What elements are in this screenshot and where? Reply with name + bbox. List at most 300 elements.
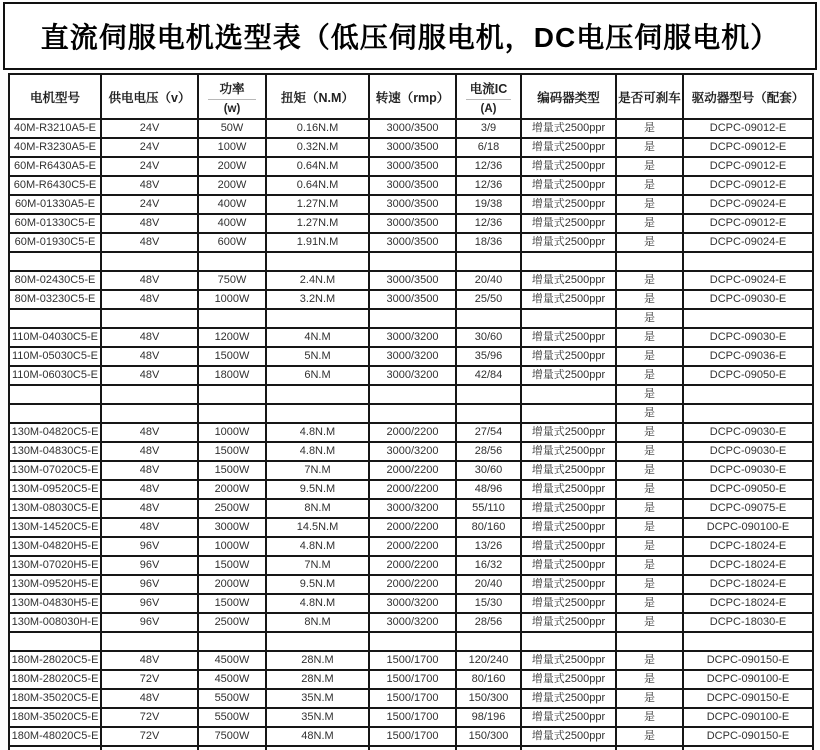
cell-model: 60M-01330C5-E <box>9 214 101 233</box>
cell-power: 50W <box>198 119 266 138</box>
cell-driver: DCPC-09012-E <box>683 214 813 233</box>
table-row <box>9 670 813 689</box>
cell-brake: 是 <box>616 499 683 518</box>
table-row <box>9 252 813 271</box>
cell-brake: 是 <box>616 461 683 480</box>
cell-voltage: 24V <box>101 195 198 214</box>
power-header-unit: (w) <box>223 102 241 115</box>
cell-torque: 8N.M <box>266 613 369 632</box>
table-row <box>9 347 813 366</box>
cell-current: 42/84 <box>456 366 521 385</box>
cell-torque <box>266 252 369 271</box>
cell-current: 98/196 <box>456 708 521 727</box>
cell-model: 130M-04820C5-E <box>9 423 101 442</box>
power-header-label: 功率 <box>219 81 245 96</box>
cell-current: 12/36 <box>456 176 521 195</box>
current-header-label: 电流IC <box>469 81 508 96</box>
cell-driver: DCPC-18024-E <box>683 556 813 575</box>
cell-model <box>9 746 101 750</box>
cell-voltage: 72V <box>101 727 198 746</box>
column-header-speed: 转速（rmp） <box>369 74 456 119</box>
cell-torque: 0.64N.M <box>266 157 369 176</box>
cell-brake: 是 <box>616 290 683 309</box>
cell-voltage: 48V <box>101 689 198 708</box>
table-row <box>9 537 813 556</box>
cell-power: 600W <box>198 233 266 252</box>
cell-driver: DCPC-090100-E <box>683 518 813 537</box>
cell-voltage <box>101 746 198 750</box>
cell-speed: 3000/3200 <box>369 594 456 613</box>
cell-encoder: 增量式2500ppr <box>521 176 616 195</box>
cell-speed: 2000/2200 <box>369 537 456 556</box>
cell-speed: 3000/3500 <box>369 233 456 252</box>
cell-voltage: 96V <box>101 613 198 632</box>
table-row <box>9 366 813 385</box>
table-row <box>9 309 813 328</box>
cell-driver: DCPC-09050-E <box>683 480 813 499</box>
cell-speed: 3000/3200 <box>369 442 456 461</box>
cell-speed: 1500/1700 <box>369 727 456 746</box>
cell-brake: 是 <box>616 176 683 195</box>
cell-model: 130M-008030H-E <box>9 613 101 632</box>
cell-speed: 2000/2200 <box>369 575 456 594</box>
cell-torque: 35N.M <box>266 708 369 727</box>
cell-voltage: 48V <box>101 461 198 480</box>
cell-voltage: 48V <box>101 347 198 366</box>
column-header-current <box>456 74 521 119</box>
table-row <box>9 214 813 233</box>
cell-driver: DCPC-09030-E <box>683 442 813 461</box>
cell-brake: 是 <box>616 442 683 461</box>
cell-model: 180M-35020C5-E <box>9 689 101 708</box>
cell-driver: DCPC-18024-E <box>683 537 813 556</box>
cell-current: 28/56 <box>456 613 521 632</box>
cell-voltage: 48V <box>101 214 198 233</box>
power-header-lines <box>199 79 265 115</box>
table-row <box>9 423 813 442</box>
cell-model: 60M-01930C5-E <box>9 233 101 252</box>
header-row <box>9 74 813 119</box>
cell-voltage <box>101 404 198 423</box>
table-row <box>9 176 813 195</box>
cell-power: 400W <box>198 214 266 233</box>
cell-torque: 4.8N.M <box>266 442 369 461</box>
cell-power: 400W <box>198 195 266 214</box>
cell-driver: DCPC-09012-E <box>683 157 813 176</box>
cell-current <box>456 632 521 651</box>
cell-encoder: 增量式2500ppr <box>521 328 616 347</box>
cell-voltage <box>101 632 198 651</box>
cell-power <box>198 404 266 423</box>
cell-model: 110M-06030C5-E <box>9 366 101 385</box>
cell-voltage: 48V <box>101 366 198 385</box>
cell-encoder: 增量式2500ppr <box>521 556 616 575</box>
cell-current: 20/40 <box>456 575 521 594</box>
cell-brake: 是 <box>616 423 683 442</box>
cell-encoder: 增量式2500ppr <box>521 689 616 708</box>
cell-voltage: 48V <box>101 651 198 670</box>
cell-current: 80/160 <box>456 518 521 537</box>
cell-voltage: 48V <box>101 290 198 309</box>
cell-brake: 是 <box>616 727 683 746</box>
cell-torque: 5N.M <box>266 347 369 366</box>
column-header-driver: 驱动器型号（配套） <box>683 74 813 119</box>
cell-driver: DCPC-09024-E <box>683 271 813 290</box>
table-row <box>9 385 813 404</box>
cell-brake: 是 <box>616 195 683 214</box>
cell-power: 1500W <box>198 461 266 480</box>
cell-power: 1500W <box>198 594 266 613</box>
cell-power: 200W <box>198 176 266 195</box>
cell-power <box>198 385 266 404</box>
cell-current <box>456 404 521 423</box>
cell-driver: DCPC-09012-E <box>683 138 813 157</box>
cell-torque: 4.8N.M <box>266 537 369 556</box>
cell-current: 150/300 <box>456 727 521 746</box>
cell-brake: 是 <box>616 347 683 366</box>
cell-voltage: 48V <box>101 271 198 290</box>
cell-power: 5500W <box>198 708 266 727</box>
cell-brake: 是 <box>616 575 683 594</box>
column-header-voltage: 供电电压（v） <box>101 74 198 119</box>
cell-brake: 是 <box>616 328 683 347</box>
cell-driver <box>683 385 813 404</box>
table-row <box>9 727 813 746</box>
cell-model: 180M-28020C5-E <box>9 670 101 689</box>
cell-speed <box>369 746 456 750</box>
cell-torque: 9.5N.M <box>266 575 369 594</box>
cell-driver: DCPC-09036-E <box>683 347 813 366</box>
cell-model: 130M-04830C5-E <box>9 442 101 461</box>
cell-power: 1000W <box>198 537 266 556</box>
cell-model: 80M-02430C5-E <box>9 271 101 290</box>
cell-driver: DCPC-18024-E <box>683 575 813 594</box>
cell-speed: 3000/3500 <box>369 195 456 214</box>
cell-voltage: 48V <box>101 233 198 252</box>
cell-brake: 是 <box>616 214 683 233</box>
cell-encoder: 增量式2500ppr <box>521 119 616 138</box>
cell-power: 100W <box>198 138 266 157</box>
cell-torque: 2.4N.M <box>266 271 369 290</box>
cell-driver: DCPC-090100-E <box>683 708 813 727</box>
cell-speed: 3000/3200 <box>369 347 456 366</box>
cell-power: 1500W <box>198 442 266 461</box>
cell-speed: 3000/3500 <box>369 290 456 309</box>
cell-current <box>456 252 521 271</box>
cell-model: 130M-07020C5-E <box>9 461 101 480</box>
cell-model: 40M-R3230A5-E <box>9 138 101 157</box>
cell-voltage <box>101 309 198 328</box>
cell-driver: DCPC-09030-E <box>683 423 813 442</box>
cell-model: 130M-09520C5-E <box>9 480 101 499</box>
cell-power: 2500W <box>198 499 266 518</box>
cell-torque <box>266 404 369 423</box>
cell-driver: DCPC-18024-E <box>683 594 813 613</box>
cell-brake <box>616 252 683 271</box>
cell-torque: 8N.M <box>266 499 369 518</box>
motor-selection-table <box>8 73 814 750</box>
table-row <box>9 499 813 518</box>
table-header <box>9 74 813 119</box>
cell-power: 3000W <box>198 518 266 537</box>
table-row <box>9 746 813 750</box>
cell-driver <box>683 404 813 423</box>
cell-torque: 48N.M <box>266 727 369 746</box>
table-row <box>9 271 813 290</box>
cell-speed: 3000/3500 <box>369 119 456 138</box>
cell-model <box>9 309 101 328</box>
table-row <box>9 461 813 480</box>
cell-encoder: 增量式2500ppr <box>521 233 616 252</box>
cell-torque <box>266 746 369 750</box>
cell-speed: 3000/3500 <box>369 271 456 290</box>
cell-driver <box>683 309 813 328</box>
table-row <box>9 613 813 632</box>
cell-power: 1000W <box>198 423 266 442</box>
cell-current: 150/300 <box>456 689 521 708</box>
cell-brake: 是 <box>616 518 683 537</box>
cell-driver <box>683 252 813 271</box>
cell-torque: 3.2N.M <box>266 290 369 309</box>
table-row <box>9 404 813 423</box>
cell-current: 3/9 <box>456 119 521 138</box>
cell-torque: 0.32N.M <box>266 138 369 157</box>
cell-encoder: 增量式2500ppr <box>521 271 616 290</box>
cell-speed: 3000/3200 <box>369 613 456 632</box>
cell-speed: 3000/3200 <box>369 328 456 347</box>
cell-voltage: 96V <box>101 537 198 556</box>
cell-voltage: 48V <box>101 480 198 499</box>
cell-model <box>9 632 101 651</box>
cell-encoder: 增量式2500ppr <box>521 499 616 518</box>
cell-current <box>456 385 521 404</box>
cell-brake: 是 <box>616 271 683 290</box>
cell-current: 13/26 <box>456 537 521 556</box>
cell-brake: 是 <box>616 537 683 556</box>
cell-model <box>9 385 101 404</box>
cell-encoder <box>521 309 616 328</box>
column-header-encoder: 编码器类型 <box>521 74 616 119</box>
cell-encoder: 增量式2500ppr <box>521 613 616 632</box>
cell-brake: 是 <box>616 309 683 328</box>
cell-encoder: 增量式2500ppr <box>521 195 616 214</box>
cell-current: 20/40 <box>456 271 521 290</box>
cell-voltage: 48V <box>101 328 198 347</box>
cell-voltage: 96V <box>101 575 198 594</box>
cell-power: 1000W <box>198 290 266 309</box>
cell-current: 55/110 <box>456 499 521 518</box>
cell-model <box>9 404 101 423</box>
cell-brake <box>616 632 683 651</box>
cell-voltage: 24V <box>101 138 198 157</box>
cell-power: 5500W <box>198 689 266 708</box>
cell-model: 130M-08030C5-E <box>9 499 101 518</box>
cell-encoder: 增量式2500ppr <box>521 423 616 442</box>
cell-encoder <box>521 746 616 750</box>
cell-speed <box>369 252 456 271</box>
cell-power: 2500W <box>198 613 266 632</box>
cell-power: 7500W <box>198 727 266 746</box>
cell-speed: 3000/3200 <box>369 366 456 385</box>
table-body <box>9 119 813 750</box>
cell-model: 130M-07020H5-E <box>9 556 101 575</box>
cell-driver: DCPC-09030-E <box>683 290 813 309</box>
cell-model: 130M-14520C5-E <box>9 518 101 537</box>
cell-current <box>456 746 521 750</box>
title-bar <box>3 2 817 70</box>
cell-power <box>198 252 266 271</box>
cell-brake: 是 <box>616 708 683 727</box>
cell-torque: 7N.M <box>266 556 369 575</box>
cell-current: 19/38 <box>456 195 521 214</box>
cell-model: 180M-48020C5-E <box>9 727 101 746</box>
cell-torque: 4.8N.M <box>266 423 369 442</box>
cell-encoder: 增量式2500ppr <box>521 480 616 499</box>
cell-torque <box>266 385 369 404</box>
cell-power: 1800W <box>198 366 266 385</box>
cell-encoder: 增量式2500ppr <box>521 157 616 176</box>
table-row <box>9 290 813 309</box>
cell-voltage: 24V <box>101 157 198 176</box>
cell-encoder: 增量式2500ppr <box>521 575 616 594</box>
cell-power: 200W <box>198 157 266 176</box>
cell-torque: 14.5N.M <box>266 518 369 537</box>
cell-encoder: 增量式2500ppr <box>521 670 616 689</box>
table-row <box>9 518 813 537</box>
table-row <box>9 689 813 708</box>
table-row <box>9 195 813 214</box>
cell-brake: 是 <box>616 651 683 670</box>
table-row <box>9 157 813 176</box>
cell-power: 1500W <box>198 347 266 366</box>
cell-voltage: 96V <box>101 594 198 613</box>
cell-brake: 是 <box>616 670 683 689</box>
current-header-unit: (A) <box>480 102 497 115</box>
current-header-lines <box>457 79 520 115</box>
cell-speed: 1500/1700 <box>369 651 456 670</box>
cell-torque: 0.64N.M <box>266 176 369 195</box>
cell-power: 2000W <box>198 575 266 594</box>
cell-torque: 0.16N.M <box>266 119 369 138</box>
cell-power: 4500W <box>198 670 266 689</box>
cell-driver: DCPC-090150-E <box>683 727 813 746</box>
cell-voltage: 48V <box>101 499 198 518</box>
cell-model: 60M-01330A5-E <box>9 195 101 214</box>
cell-voltage <box>101 385 198 404</box>
cell-driver: DCPC-18030-E <box>683 613 813 632</box>
cell-encoder: 增量式2500ppr <box>521 442 616 461</box>
cell-speed: 3000/3500 <box>369 157 456 176</box>
cell-encoder: 增量式2500ppr <box>521 461 616 480</box>
cell-speed: 1500/1700 <box>369 689 456 708</box>
cell-current: 30/60 <box>456 328 521 347</box>
cell-encoder: 增量式2500ppr <box>521 138 616 157</box>
cell-brake: 是 <box>616 119 683 138</box>
cell-torque: 35N.M <box>266 689 369 708</box>
cell-speed: 2000/2200 <box>369 480 456 499</box>
cell-encoder: 增量式2500ppr <box>521 290 616 309</box>
cell-driver <box>683 746 813 750</box>
cell-model: 180M-28020C5-E <box>9 651 101 670</box>
cell-power: 1200W <box>198 328 266 347</box>
cell-speed: 1500/1700 <box>369 670 456 689</box>
cell-current: 6/18 <box>456 138 521 157</box>
cell-model: 110M-04030C5-E <box>9 328 101 347</box>
cell-power <box>198 309 266 328</box>
cell-power: 4500W <box>198 651 266 670</box>
cell-model <box>9 252 101 271</box>
cell-current: 15/30 <box>456 594 521 613</box>
column-header-model: 电机型号 <box>9 74 101 119</box>
cell-model: 130M-04820H5-E <box>9 537 101 556</box>
cell-torque <box>266 309 369 328</box>
cell-speed: 2000/2200 <box>369 461 456 480</box>
cell-encoder: 增量式2500ppr <box>521 651 616 670</box>
cell-power: 2000W <box>198 480 266 499</box>
cell-current: 16/32 <box>456 556 521 575</box>
cell-voltage: 96V <box>101 556 198 575</box>
cell-current: 28/56 <box>456 442 521 461</box>
cell-speed <box>369 385 456 404</box>
cell-encoder: 增量式2500ppr <box>521 727 616 746</box>
cell-model: 130M-09520H5-E <box>9 575 101 594</box>
cell-torque: 6N.M <box>266 366 369 385</box>
cell-model: 180M-35020C5-E <box>9 708 101 727</box>
cell-encoder <box>521 632 616 651</box>
cell-speed: 3000/3500 <box>369 138 456 157</box>
cell-driver: DCPC-09012-E <box>683 176 813 195</box>
cell-encoder: 增量式2500ppr <box>521 708 616 727</box>
cell-encoder: 增量式2500ppr <box>521 347 616 366</box>
cell-torque: 4N.M <box>266 328 369 347</box>
cell-torque: 1.27N.M <box>266 214 369 233</box>
cell-driver: DCPC-090150-E <box>683 651 813 670</box>
table-row <box>9 328 813 347</box>
cell-driver <box>683 632 813 651</box>
cell-brake: 是 <box>616 689 683 708</box>
table-row <box>9 233 813 252</box>
cell-power: 1500W <box>198 556 266 575</box>
cell-torque: 1.91N.M <box>266 233 369 252</box>
cell-encoder <box>521 404 616 423</box>
cell-brake <box>616 746 683 750</box>
cell-current: 80/160 <box>456 670 521 689</box>
cell-encoder: 增量式2500ppr <box>521 214 616 233</box>
cell-brake: 是 <box>616 556 683 575</box>
cell-current: 25/50 <box>456 290 521 309</box>
cell-torque: 1.27N.M <box>266 195 369 214</box>
cell-current: 35/96 <box>456 347 521 366</box>
cell-voltage: 48V <box>101 442 198 461</box>
cell-brake: 是 <box>616 366 683 385</box>
cell-brake: 是 <box>616 233 683 252</box>
cell-torque: 9.5N.M <box>266 480 369 499</box>
cell-speed: 3000/3500 <box>369 176 456 195</box>
cell-speed: 3000/3500 <box>369 214 456 233</box>
cell-voltage: 48V <box>101 518 198 537</box>
header-divider-line <box>466 99 511 100</box>
cell-brake: 是 <box>616 157 683 176</box>
table-row <box>9 594 813 613</box>
cell-brake: 是 <box>616 613 683 632</box>
cell-current: 12/36 <box>456 214 521 233</box>
cell-driver: DCPC-090100-E <box>683 670 813 689</box>
table-row <box>9 480 813 499</box>
cell-speed: 2000/2200 <box>369 556 456 575</box>
cell-current <box>456 309 521 328</box>
cell-voltage <box>101 252 198 271</box>
cell-model: 60M-R6430A5-E <box>9 157 101 176</box>
